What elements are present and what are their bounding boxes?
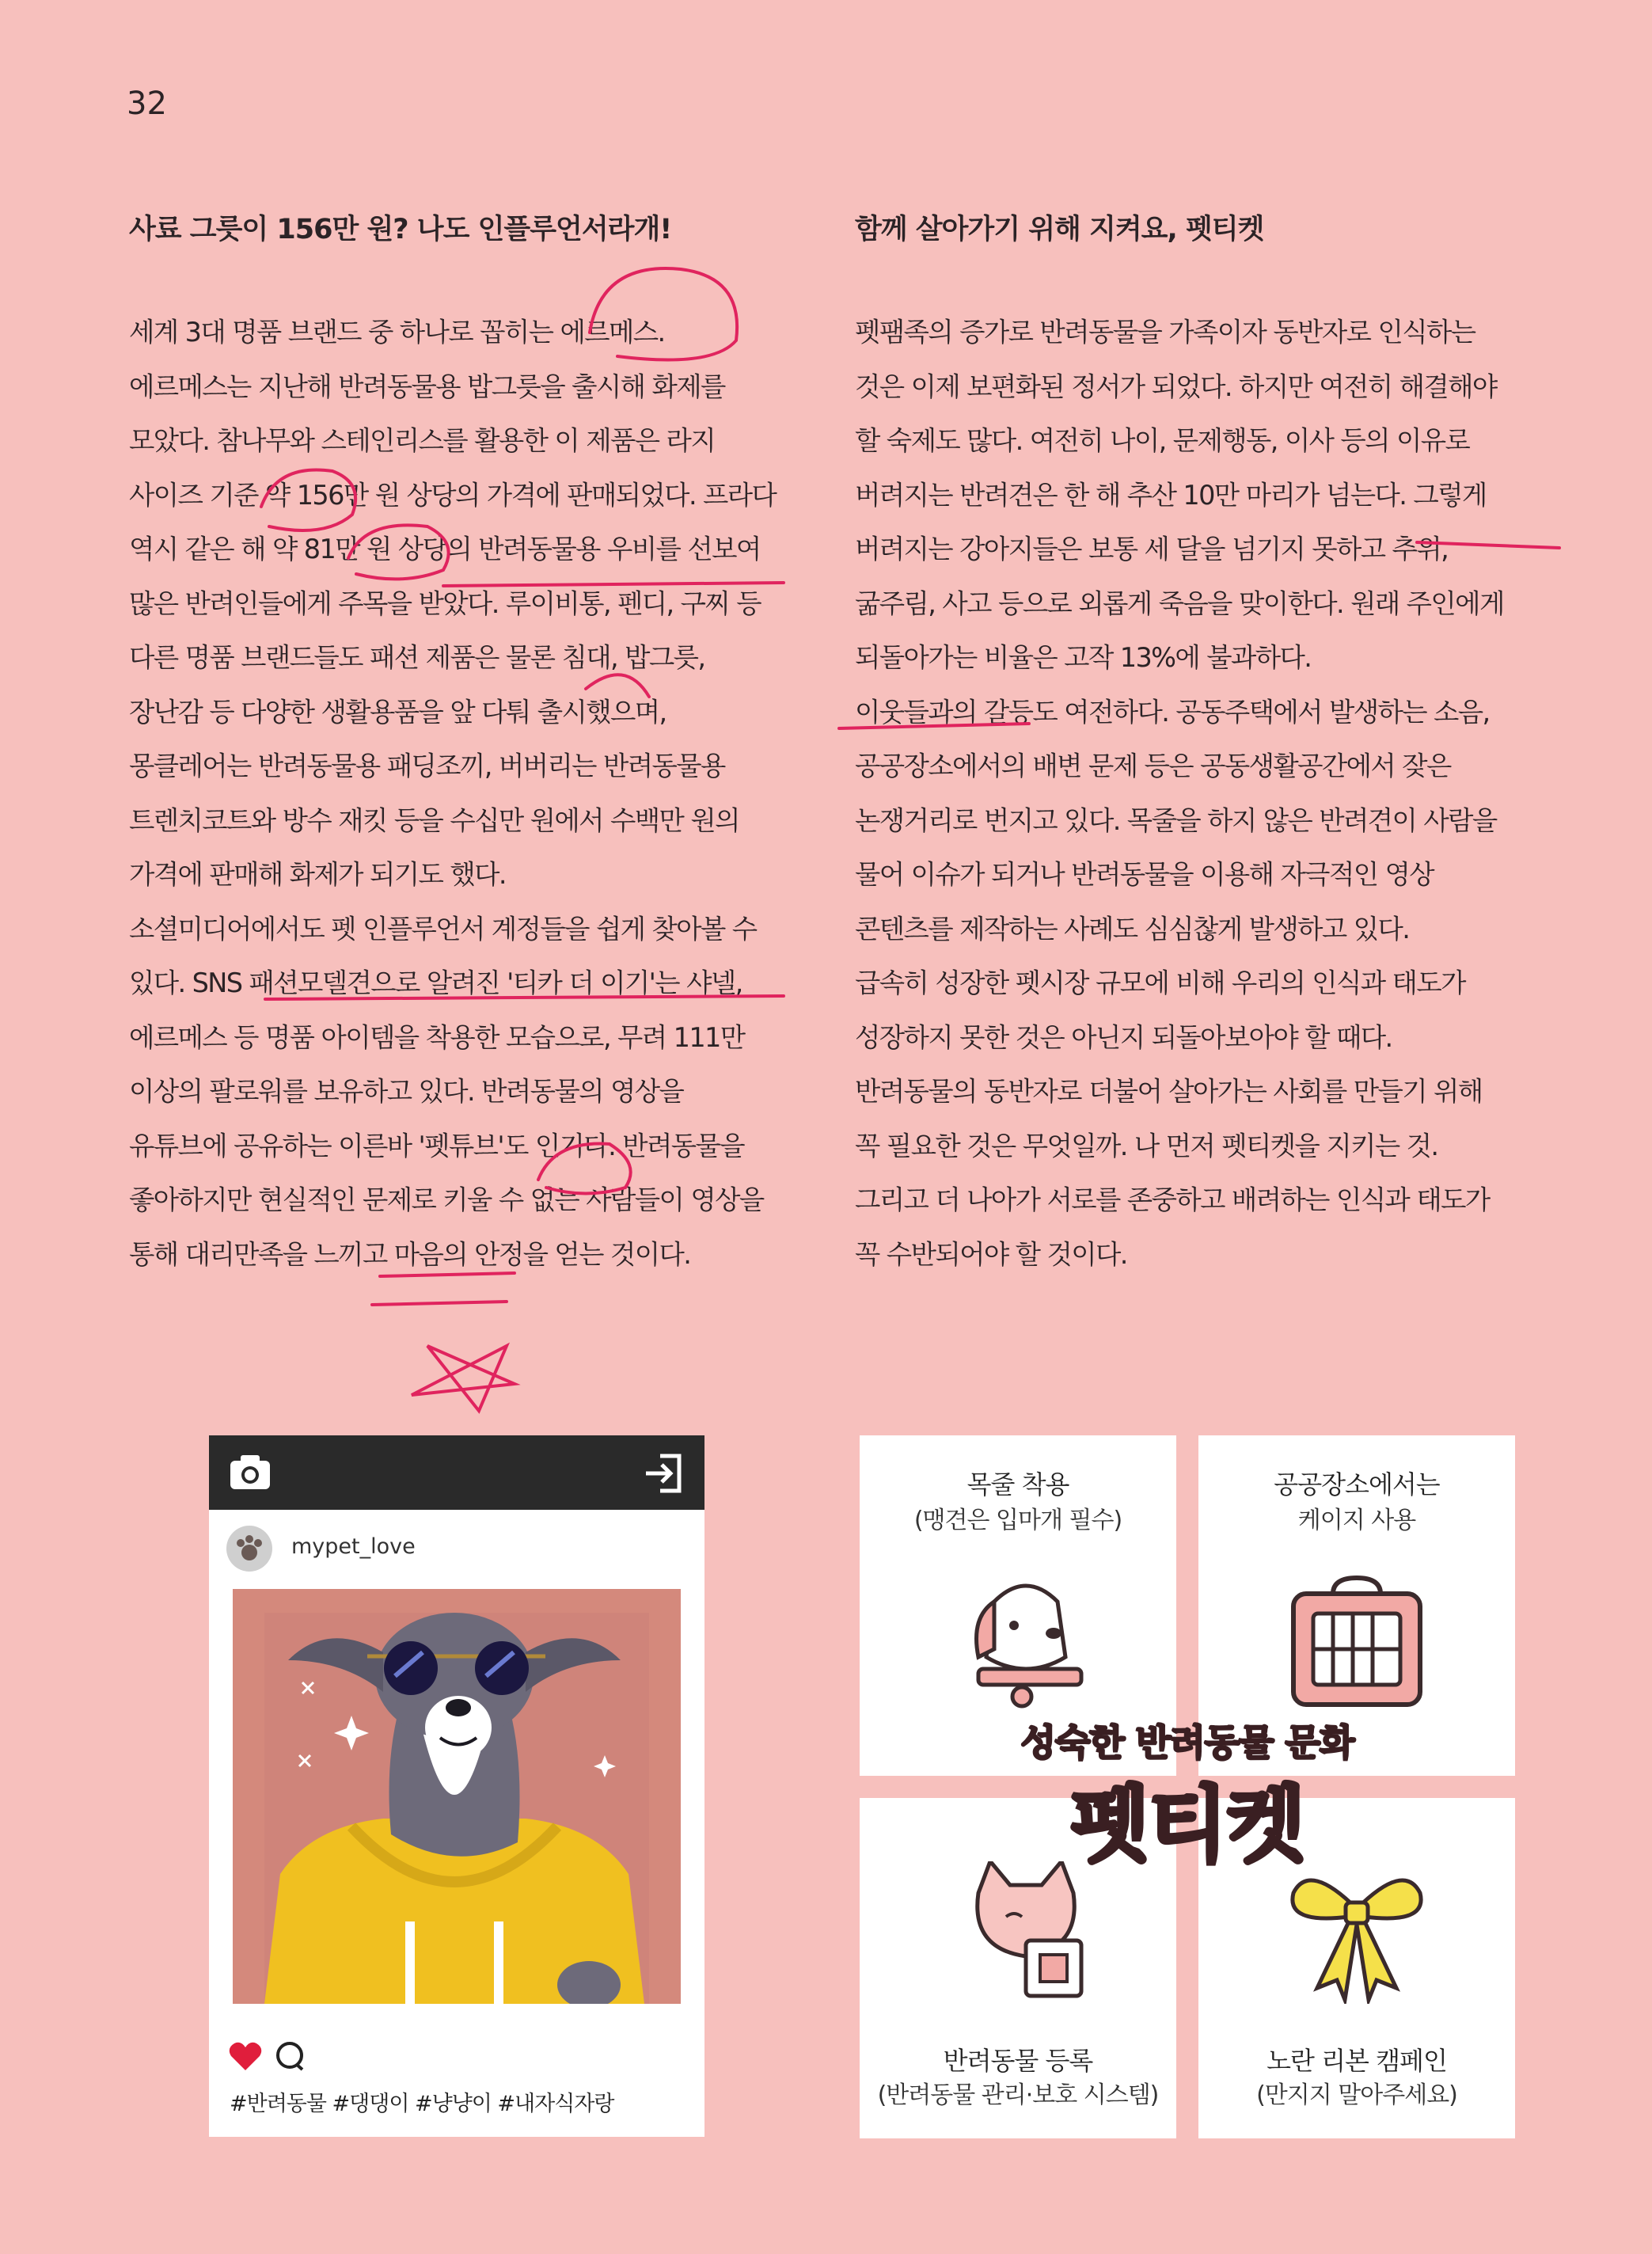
- ribbon-sub: (만지지 말아주세요): [1256, 2081, 1457, 2109]
- paw-icon: [226, 1526, 272, 1572]
- right-article: [855, 207, 1504, 1282]
- registration-title: 반려동물 등록: [943, 2046, 1093, 2076]
- leash-sub: (맹견은 입마개 필수): [913, 1507, 1122, 1534]
- page-number: 32: [127, 86, 167, 122]
- left-article-title: 사료 그릇이 156만 원? 나도 인플루언서라개!: [129, 214, 672, 245]
- carrier-sub: 케이지 사용: [1297, 1507, 1416, 1534]
- pet-carrier-icon: [1278, 1570, 1436, 1712]
- badge-title: 펫티켓: [1070, 1777, 1305, 1873]
- petiquette-grid: [860, 1435, 1515, 2138]
- dog-leash-icon: [947, 1570, 1105, 1712]
- heart-icon[interactable]: [228, 2040, 263, 2072]
- insta-hashtags: #반려동물 #댕댕이 #냥냥이 #내자식자랑: [230, 2092, 614, 2116]
- left-paragraph-2: 소셜미디어에서도 펫 인플루언서 계정들을 쉽게 찾아볼 수 있다. SNS 패션모델견으로 알려진 '티카 더 이기'는 샤넬, 에르메스 등 명품 아이템을 착용한 모습으로, 무려 111만 이상의 팔로워를 보유하고 있다. 반려동물의 영상을 유튜브에 공유하는 이른바 '펫튜브'도 인기다. 반려동물을 좋아하지만 현실적인 문제로 키울 수 없는 사람들이 영상을 통해 대리만족을 느끼고 마음의 안정을 얻는 것이다.: [129, 913, 764, 1270]
- comment-icon[interactable]: [274, 2040, 306, 2072]
- carrier-title: 공공장소에서는: [1274, 1469, 1440, 1499]
- leash-title: 목줄 착용: [967, 1469, 1069, 1499]
- underline-4: [372, 1302, 507, 1305]
- avatar: [226, 1526, 272, 1572]
- cat-microchip-icon: [947, 1861, 1105, 2004]
- dog-illustration: [233, 1589, 681, 2004]
- star-mark: [412, 1346, 515, 1411]
- right-article-title: 함께 살아가기 위해 지켜요, 펫티켓: [855, 214, 1264, 245]
- yellow-ribbon-icon: [1278, 1861, 1436, 2004]
- camera-icon: [228, 1451, 272, 1492]
- right-paragraph-3: 급속히 성장한 펫시장 규모에 비해 우리의 인식과 태도가 성장하지 못한 것은 아닌지 되돌아보아야 할 때다. 반려동물의 동반자로 더불어 살아가는 사회를 만들기 위해 꼭 필요한 것은 무엇일까. 나 먼저 펫티켓을 지키는 것. 그리고 더 나아가 서로를 존중하고 배려하는 인식과 태도가 꼭 수반되어야 할 것이다.: [855, 967, 1490, 1270]
- insta-top-bar: [209, 1435, 704, 1510]
- ribbon-title: 노란 리본 캠페인: [1267, 2046, 1447, 2076]
- login-icon: [641, 1451, 685, 1496]
- badge-subtitle: 성숙한 반려동물 문화: [1020, 1721, 1354, 1764]
- insta-card: [209, 1435, 704, 2137]
- dog-photo: [233, 1589, 681, 2004]
- left-article: [129, 207, 778, 1282]
- registration-sub: (반려동물 관리·보호 시스템): [877, 2081, 1159, 2109]
- insta-username: mypet_love: [291, 1534, 416, 1559]
- left-paragraph-1: 세계 3대 명품 브랜드 중 하나로 꼽히는 에르메스. 에르메스는 지난해 반려동물용 밥그릇을 출시해 화제를 모았다. 참나무와 스테인리스를 활용한 이 제품은 라지 사이즈 기준 약 156만 원 상당의 가격에 판매되었다. 프라다 역시 같은 해 약 81만 원 상당의 반려동물용 우비를 선보여 많은 반려인들에게 주목을 받았다. 루이비통, 펜디, 구찌 등 다른 명품 브랜드들도 패션 제품은 물론 침대, 밥그릇, 장난감 등 다양한 생활용품을 앞 다퉈 출시했으며, 몽클레어는 반려동물용 패딩조끼, 버버리는 반려동물용 트렌치코트와 방수 재킷 등을 수십만 원에서 수백만 원의 가격에 판매해 화제가 되기도 했다.: [129, 317, 777, 890]
- right-paragraph-1: 펫팸족의 증가로 반려동물을 가족이자 동반자로 인식하는 것은 이제 보편화된 정서가 되었다. 하지만 여전히 해결해야 할 숙제도 많다. 여전히 나이, 문제행동, 이사 등의 이유로 버려지는 반려견은 한 해 추산 10만 마리가 넘는다. 그렇게 버려지는 강아지들은 보통 세 달을 넘기지 못하고 추위, 굶주림, 사고 등으로 외롭게 죽음을 맞이한다. 원래 주인에게 되돌아가는 비율은 고작 13%에 불과하다.: [855, 317, 1504, 673]
- right-paragraph-2: 이웃들과의 갈등도 여전하다. 공동주택에서 발생하는 소음, 공공장소에서의 배변 문제 등은 공동생활공간에서 잦은 논쟁거리로 번지고 있다. 목줄을 하지 않은 반려견이 사람을 물어 이슈가 되거나 반려동물을 이용해 자극적인 영상 콘텐츠를 제작하는 사례도 심심찮게 발생하고 있다.: [855, 696, 1497, 945]
